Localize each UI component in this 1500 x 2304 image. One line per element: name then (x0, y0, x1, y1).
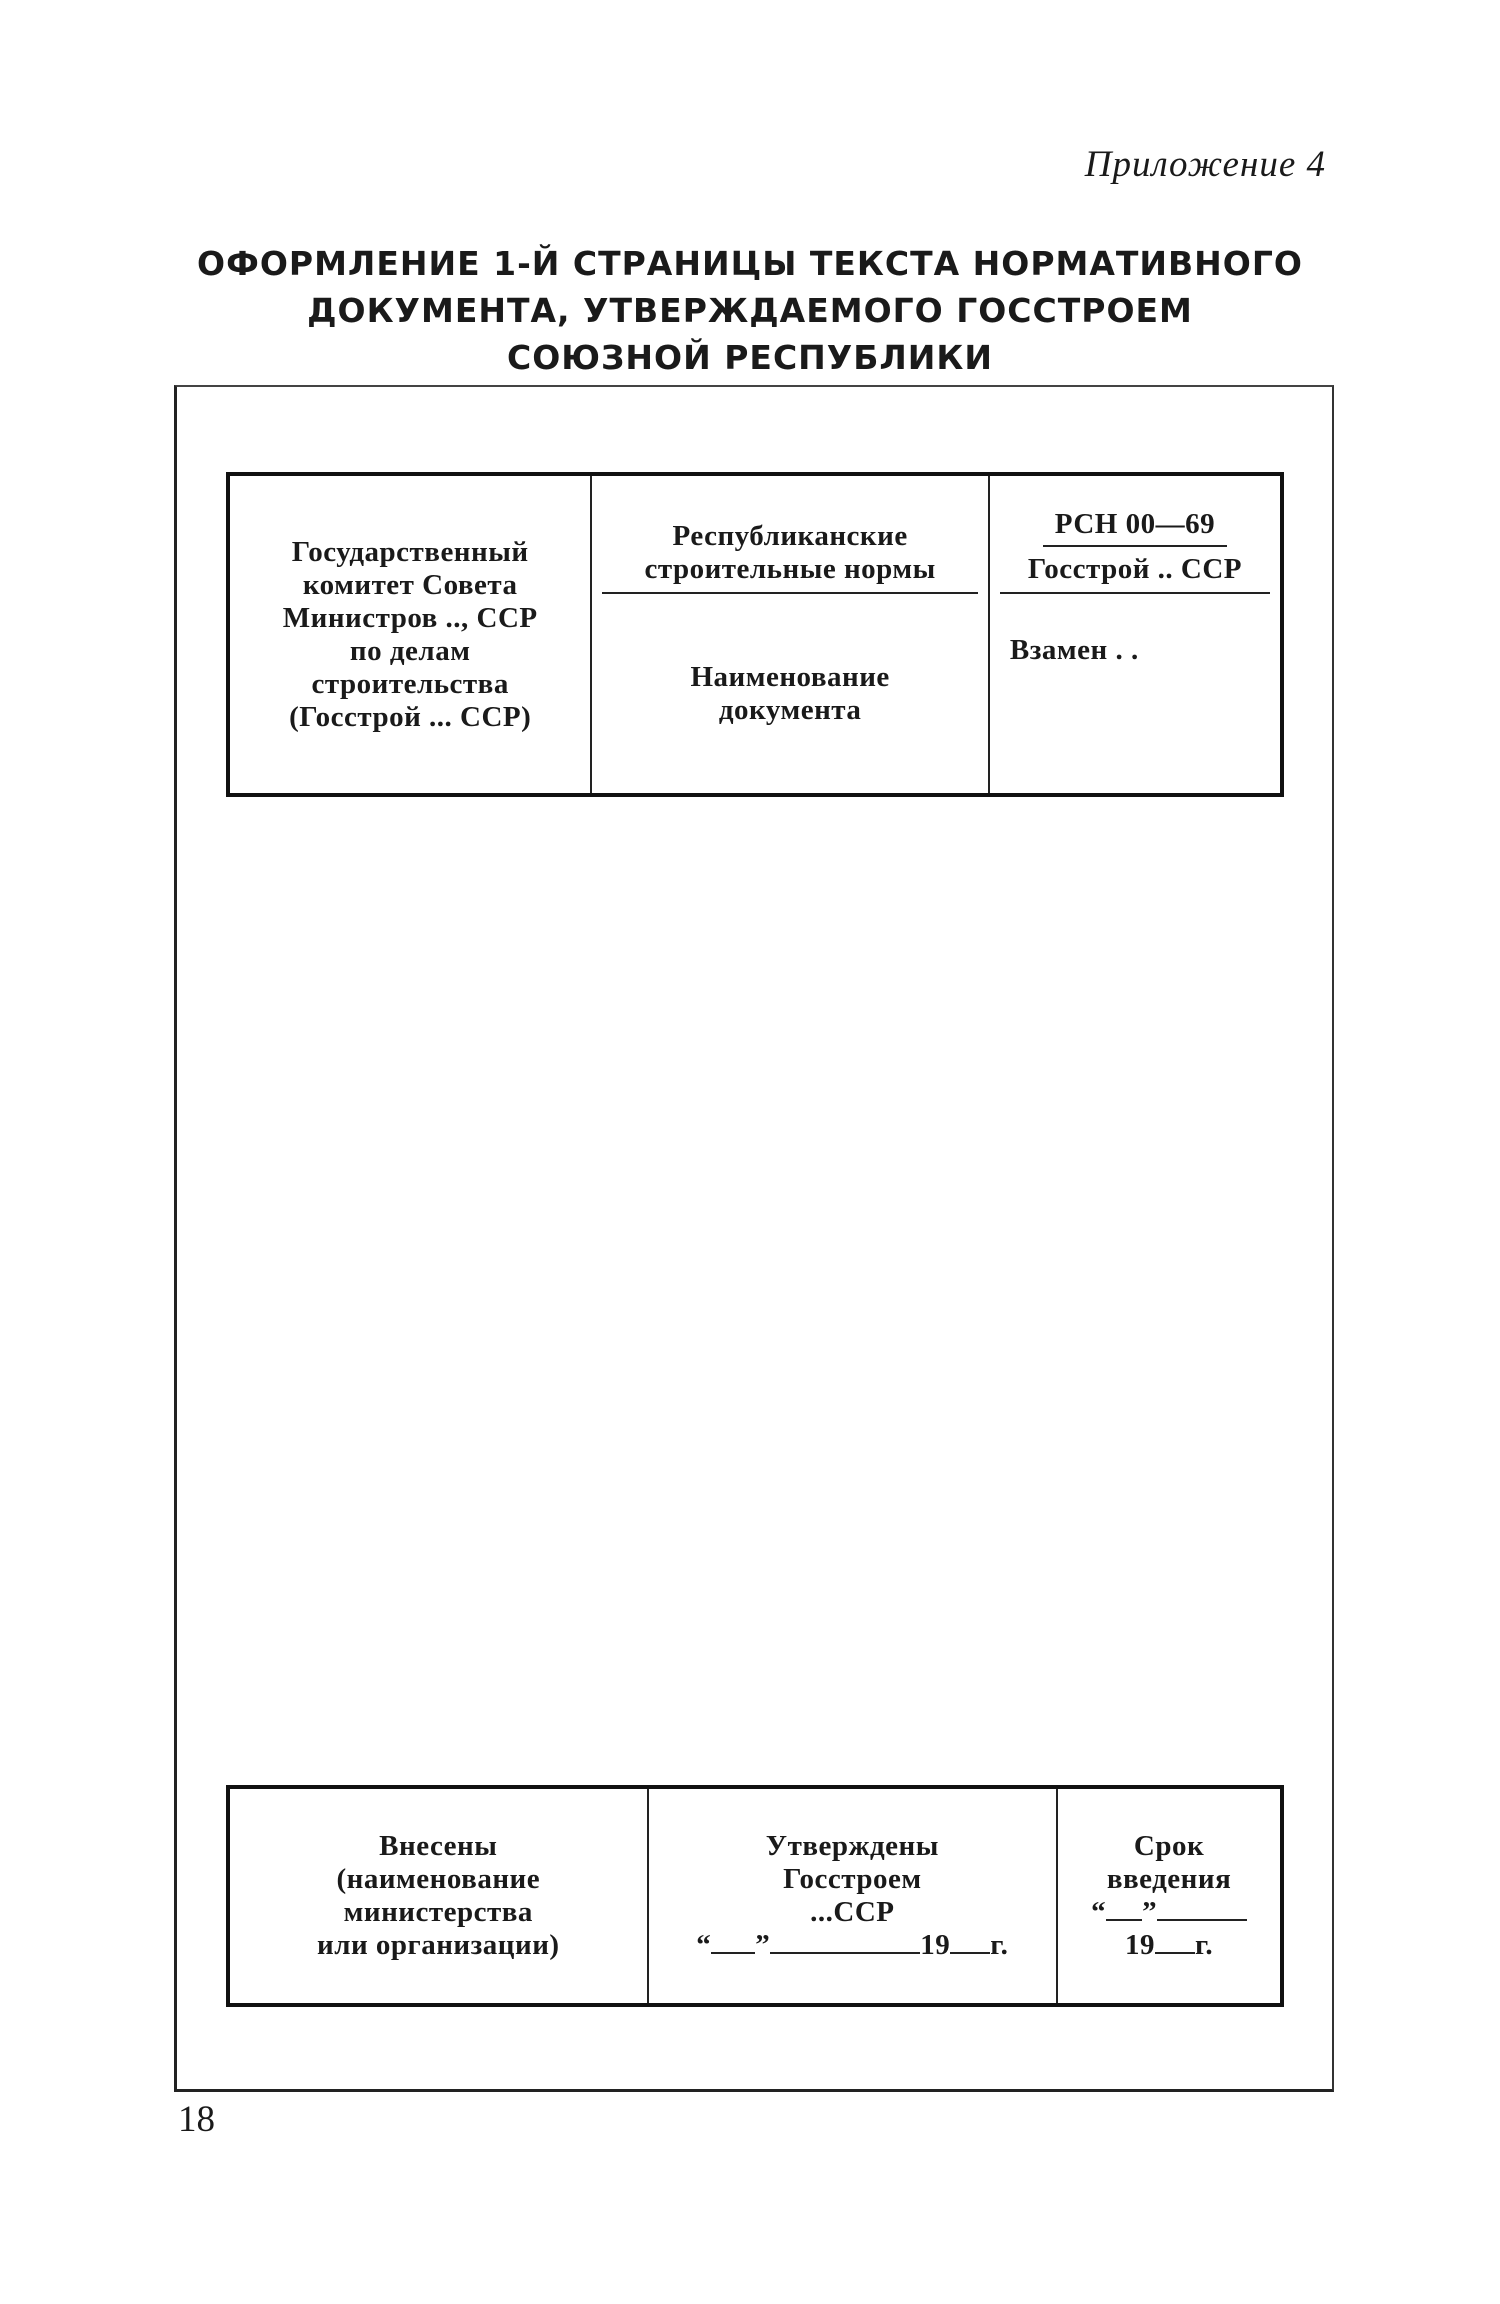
term-date: “ ” (1058, 1896, 1280, 1929)
title-line-3: СОЮЗНОЙ РЕСПУБЛИКИ (506, 338, 993, 377)
term-line: введения (1106, 1863, 1232, 1895)
introduced-line: Внесены (379, 1830, 498, 1862)
approved-line: ...ССР (810, 1896, 895, 1928)
term-year: 19 г. (1124, 1929, 1214, 1961)
title-line-2: ДОКУМЕНТА, УТВЕРЖДАЕМОГО ГОССТРОЕМ (307, 291, 1193, 330)
norms-line: Республиканские (672, 520, 908, 552)
term-cell (1057, 1787, 1282, 2005)
committee-line: по делам (349, 634, 471, 667)
doc-name-line: документа (718, 693, 862, 726)
code-cell (989, 474, 1282, 795)
issuer: Госстрой .. ССР (1027, 553, 1243, 585)
doc-name-line: Наименование (690, 660, 890, 693)
norm-code: РСН 00—69 (1043, 508, 1227, 547)
day-blank (711, 1952, 755, 1954)
replaces-label: Взамен . . (1009, 634, 1139, 666)
introduced-line: (наименование (336, 1863, 541, 1895)
header-table (226, 472, 1284, 797)
year-blank (1155, 1952, 1195, 1954)
committee-line: Государственный (291, 535, 529, 568)
year-blank (950, 1952, 990, 1954)
introduced-cell (228, 1787, 648, 2005)
approved-line: Госстроем (783, 1863, 922, 1895)
title-line-1: ОФОРМЛЕНИЕ 1-Й СТРАНИЦЫ ТЕКСТА НОРМАТИВНОГО (197, 244, 1303, 283)
document-title (150, 240, 1350, 381)
term-line: Срок (1133, 1830, 1205, 1862)
appendix-label: Приложение 4 (1084, 144, 1326, 185)
committee-cell (228, 474, 591, 795)
approved-date: “ ” 19 г. (696, 1929, 1009, 1961)
approved-cell (648, 1787, 1058, 2005)
committee-line: строительства (311, 667, 509, 700)
norms-cell (591, 474, 989, 795)
page-number: 18 (178, 2099, 215, 2140)
introduced-line: или организации) (316, 1929, 560, 1961)
month-blank (770, 1952, 920, 1954)
day-blank (1106, 1919, 1142, 1921)
introduced-line: министерства (343, 1896, 533, 1928)
footer-table (226, 1785, 1284, 2007)
committee-line: комитет Совета (302, 568, 518, 601)
committee-line: (Госстрой ... ССР) (289, 700, 532, 733)
month-blank (1157, 1919, 1247, 1921)
committee-line: Министров .., ССР (282, 601, 538, 634)
norms-line: строительные нормы (644, 553, 936, 585)
approved-line: Утверждены (765, 1830, 939, 1862)
